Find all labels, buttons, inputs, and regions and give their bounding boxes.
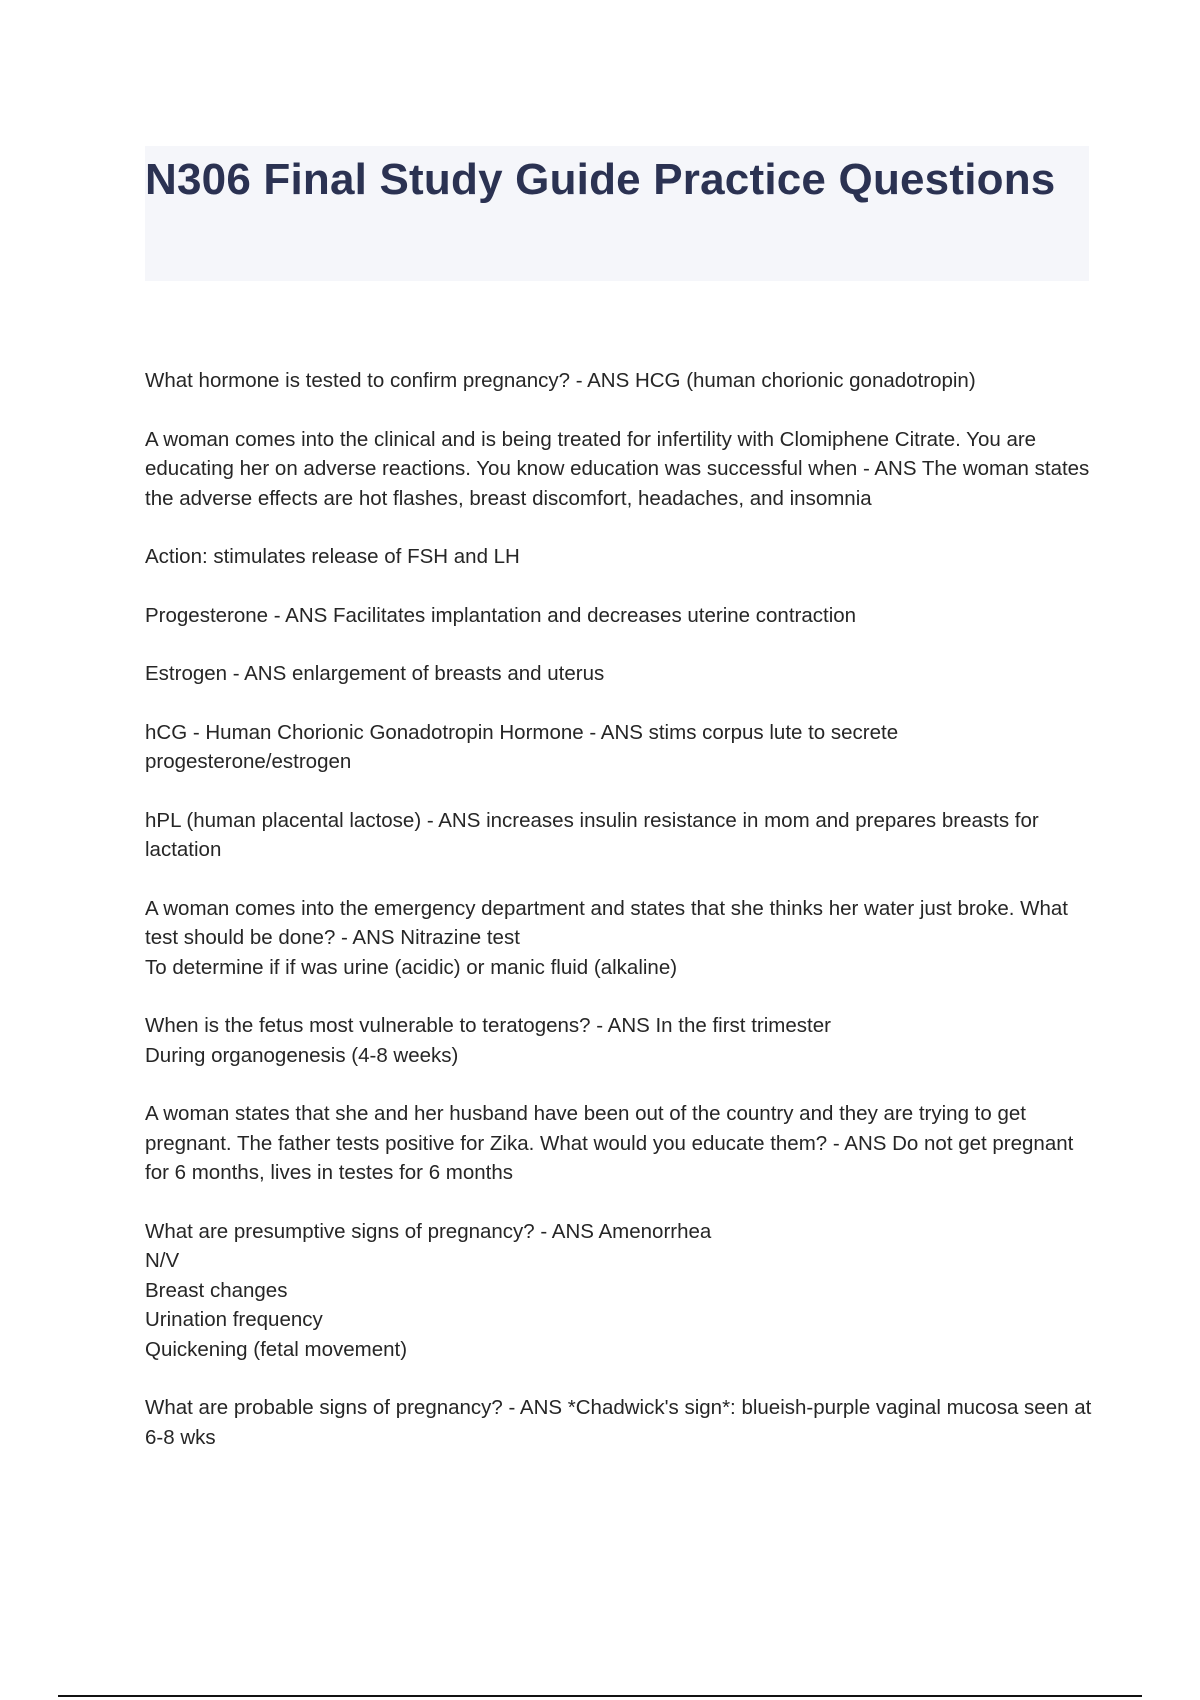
- qa-entry: A woman comes into the emergency department and states that she thinks her water just broke. What test should be done? - ANS Nitrazine test To determine if if was urine (acidic) or manic fluid (alkaline): [145, 896, 1068, 979]
- qa-entry: hCG - Human Chorionic Gonadotropin Hormone - ANS stims corpus lute to secrete progesterone/estrogen: [145, 720, 899, 773]
- page-bottom-rule: [58, 1695, 1142, 1697]
- title-banner: [145, 146, 1089, 281]
- qa-entry: Progesterone - ANS Facilitates implantation and decreases uterine contraction: [145, 603, 857, 627]
- qa-entry: A woman comes into the clinical and is being treated for infertility with Clomiphene Citrate. You are educating her on adverse reactions. You know education was successful when - ANS The woman states the adverse effects are hot flashes, breast discomfort, headaches, and insomnia: [145, 427, 1090, 510]
- qa-entry: A woman states that she and her husband have been out of the country and they are trying to get pregnant. The father tests positive for Zika. What would you educate them? - ANS Do not get pregnant for 6 months, lives in testes for 6 months: [145, 1102, 1074, 1184]
- qa-entry: Estrogen - ANS enlargement of breasts and uterus: [145, 662, 605, 685]
- qa-entry: What are presumptive signs of pregnancy? - ANS Amenorrhea N/V Breast changes Urination frequency Quickening (fetal movement): [145, 1219, 712, 1361]
- qa-entry: What are probable signs of pregnancy? - ANS *Chadwick's sign*: blueish-purple vaginal mucosa seen at 6-8 wks: [145, 1396, 1092, 1449]
- qa-entry: When is the fetus most vulnerable to teratogens? - ANS In the first trimester During organogenesis (4-8 weeks): [145, 1014, 831, 1067]
- page-title: N306 Final Study Guide Practice Questions: [145, 155, 1056, 204]
- qa-entry: Action: stimulates release of FSH and LH: [145, 545, 520, 568]
- qa-entry: hPL (human placental lactose) - ANS increases insulin resistance in mom and prepares breasts for lactation: [145, 808, 1039, 861]
- qa-entry: What hormone is tested to confirm pregnancy? - ANS HCG (human chorionic gonadotropin): [145, 369, 976, 392]
- qa-list: [145, 366, 1095, 1481]
